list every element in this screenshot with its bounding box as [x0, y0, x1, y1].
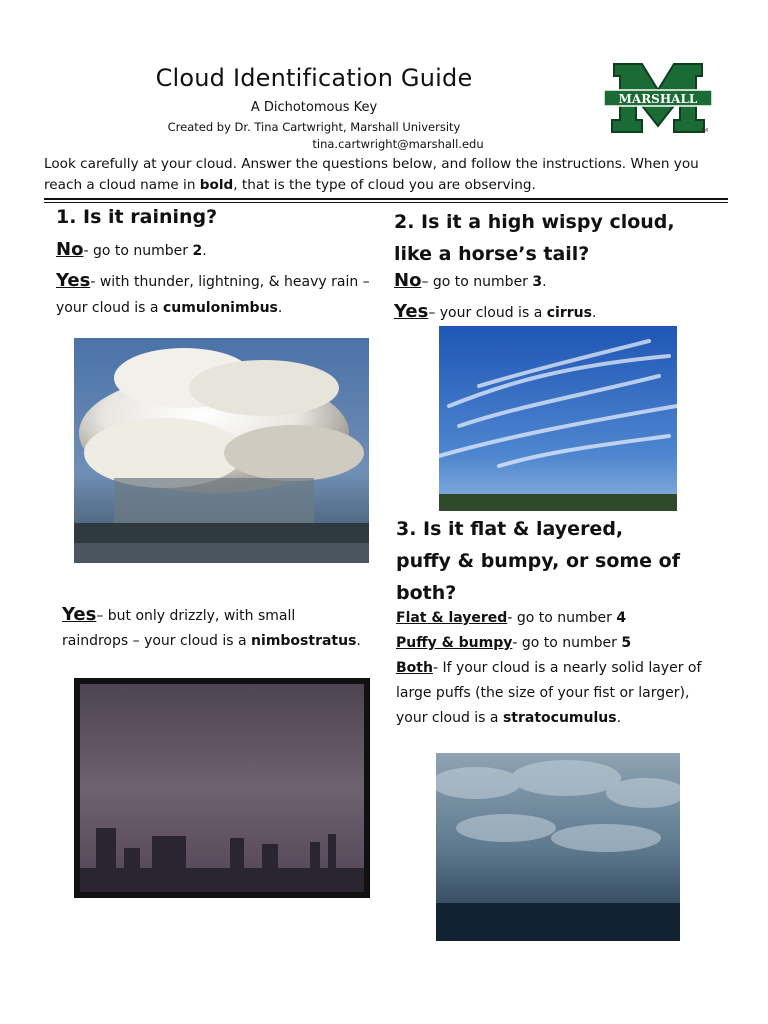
- intro-bold: bold: [199, 177, 234, 193]
- q2-yes-end: .: [591, 305, 597, 321]
- question-3: [396, 513, 736, 609]
- q1-yes-text: - with thunder, lightning, & heavy rain – your cloud is a: [56, 274, 370, 316]
- q1-no-text: - go to number: [83, 243, 193, 259]
- q2-no-label: No: [394, 270, 422, 291]
- q2-line1: 2. Is it a high wispy cloud,: [394, 211, 675, 233]
- q1-no-number: 2: [192, 243, 203, 259]
- intro-part2: , that is the type of cloud you are observing.: [233, 177, 536, 193]
- q2-yes-label: Yes: [394, 301, 429, 322]
- q3-puffy-number: 5: [621, 635, 632, 651]
- q3-line1: 3. Is it flat & layered,: [396, 518, 624, 540]
- email-link[interactable]: tina.cartwright@marshall.edu: [312, 137, 484, 151]
- cloud-name-stratocumulus: stratocumulus: [502, 710, 617, 726]
- q1-yes2-answer: [62, 602, 362, 654]
- cloud-name-nimbostratus: nimbostratus: [251, 633, 357, 649]
- stratocumulus-photo: [436, 753, 680, 941]
- divider-rule: [44, 198, 728, 200]
- cirrus-photo: [439, 326, 677, 511]
- page-title: Cloud Identification Guide: [155, 64, 473, 92]
- q1-no-end: .: [202, 243, 207, 259]
- cumulonimbus-photo: [74, 338, 369, 563]
- q1-yes2-label: Yes: [62, 604, 97, 625]
- q3-puffy-answer: [396, 631, 736, 656]
- q3-line2: puffy & bumpy, or some of: [396, 550, 680, 572]
- logo-text: MARSHALL: [618, 92, 698, 106]
- q2-no-number: 3: [532, 274, 543, 290]
- q1-yes-answer: [56, 268, 378, 321]
- question-2: [394, 206, 734, 270]
- cloud-name-cumulonimbus: cumulonimbus: [162, 300, 278, 316]
- q3-answers: [396, 606, 736, 731]
- q1-yes2-text: – but only drizzly, with small raindrops – your cloud is a: [62, 608, 296, 649]
- q2-yes-text: – your cloud is a: [428, 305, 547, 321]
- q1-yes-label: Yes: [56, 270, 91, 291]
- question-1: 1. Is it raining?: [56, 206, 218, 228]
- marshall-logo: [604, 60, 712, 136]
- q2-line2: like a horse’s tail?: [394, 243, 590, 265]
- q3-flat-text: - go to number: [507, 610, 617, 626]
- q3-both-answer: [396, 656, 714, 731]
- q3-puffy-text: - go to number: [512, 635, 622, 651]
- q2-no-end: .: [542, 274, 547, 290]
- logo-tm: TM: [700, 128, 708, 134]
- divider-rule-thin: [44, 202, 728, 203]
- q1-yes2-end: .: [356, 633, 361, 649]
- cloud-name-cirrus: cirrus: [546, 305, 592, 321]
- intro-part1: Look carefully at your cloud. Answer the questions below, and follow the instructions. When you reach a cloud name in: [44, 156, 699, 193]
- nimbostratus-photo: [74, 678, 370, 898]
- q3-puffy-label: Puffy & bumpy: [396, 635, 513, 651]
- q3-flat-label: Flat & layered: [396, 610, 508, 626]
- q2-yes-answer: [394, 299, 724, 326]
- q3-both-label: Both: [396, 660, 433, 676]
- q3-line3: both?: [396, 582, 457, 604]
- creator-line: Created by Dr. Tina Cartwright, Marshall University: [167, 120, 461, 134]
- q3-both-end: .: [616, 710, 622, 726]
- intro-text: [44, 154, 724, 196]
- q3-flat-answer: [396, 606, 736, 631]
- q3-flat-number: 4: [616, 610, 627, 626]
- q2-no-text: – go to number: [421, 274, 533, 290]
- q1-no-answer: [56, 237, 376, 264]
- email-line-wrap: [0, 137, 740, 151]
- q1-no-label: No: [56, 239, 84, 260]
- page-subtitle: A Dichotomous Key: [250, 100, 378, 115]
- q1-yes-end: .: [277, 300, 283, 316]
- q2-no-answer: [394, 268, 724, 295]
- q3-both-text: - If your cloud is a nearly solid layer of large puffs (the size of your fist or larger), your cloud is a: [396, 660, 702, 726]
